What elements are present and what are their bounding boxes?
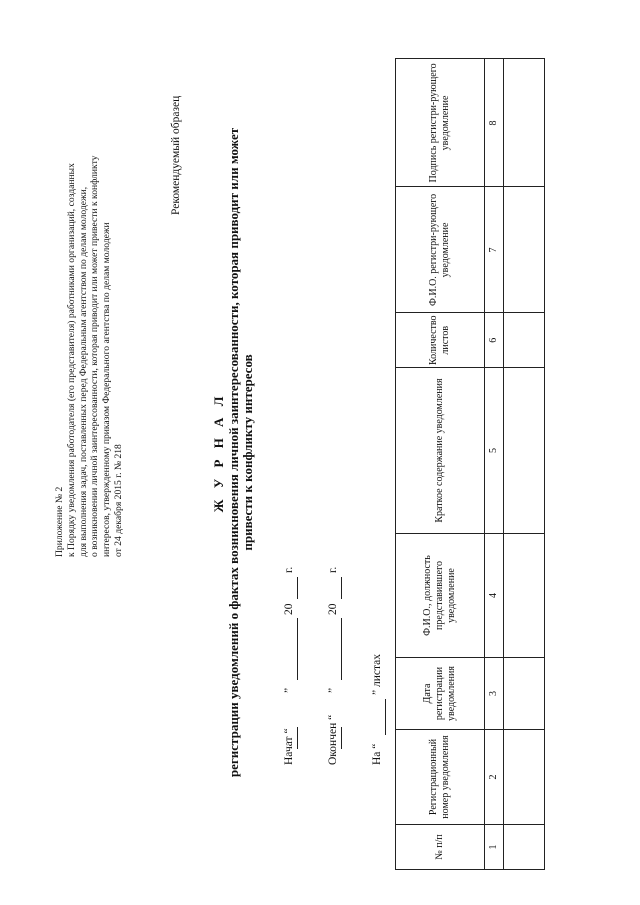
table-cell (504, 730, 545, 825)
appendix-line: к Порядку уведомления работодателя (его представителя) работниками организаций, созданных (65, 163, 77, 557)
table-header-cell: Ф.И.О. регистри-рующего уведомление (396, 187, 485, 313)
table-column-number: 8 (485, 59, 504, 187)
journal-table (395, 58, 545, 870)
ended-day-blank (341, 727, 342, 749)
started-month-blank (297, 618, 298, 680)
appendix-line: от 24 декабря 2015 г. № 218 (112, 444, 124, 557)
ended-month-blank (341, 618, 342, 680)
journal-subtitle-line: регистрации уведомлений о фактах возникновения личной заинтересованности, которая приводит или может (225, 127, 241, 778)
appendix-line: о возникновении личной заинтересованности, которая приводит или может привести к конфликту (89, 155, 101, 557)
ended-year-suffix: г. (327, 566, 339, 573)
sheets-suffix: ” листах (371, 654, 383, 695)
table-empty-row (504, 59, 545, 870)
sheets-count-blank (385, 699, 386, 735)
started-label: Начат “ (283, 728, 295, 765)
journal-subtitle-line: привести к конфликту интересов (240, 354, 255, 551)
table-header-cell: Подпись регистри-рующего уведомление (396, 59, 485, 187)
journal-heading (212, 0, 256, 905)
started-year-suffix: г. (283, 566, 295, 573)
table-header-cell: Дата регистрации уведомления (396, 658, 485, 730)
table-header-cell: Краткое содержание уведомления (396, 368, 485, 534)
table-number-row (485, 59, 504, 870)
table-header-cell: Регистрационный номер уведомления (396, 730, 485, 825)
table-column-number: 4 (485, 534, 504, 658)
table-cell (504, 59, 545, 187)
table-column-number: 7 (485, 187, 504, 313)
table-cell (504, 187, 545, 313)
recommended-sample-label: Рекомендуемый образец (170, 95, 182, 215)
table-cell (504, 534, 545, 658)
started-day-blank (297, 727, 298, 749)
ended-quote: ” (327, 687, 339, 693)
started-year-prefix: 20 (283, 603, 295, 615)
table-header-row (396, 59, 485, 870)
ended-year-blank (341, 577, 342, 599)
appendix-line: Приложение № 2 (54, 486, 65, 557)
ended-label: Окончен “ (327, 714, 339, 765)
table-header-cell: Количество листов (396, 313, 485, 368)
journal-title: Ж У Р Н А Л (211, 392, 226, 513)
table-column-number: 5 (485, 368, 504, 534)
started-quote: ” (283, 687, 295, 693)
table-header-cell: Ф.И.О., должность представившего уведомление (396, 534, 485, 658)
table-cell (504, 658, 545, 730)
table-cell (504, 368, 545, 534)
started-year-blank (297, 577, 298, 599)
appendix-note (54, 156, 125, 557)
table-cell (504, 825, 545, 870)
table-header-cell: № п/п (396, 825, 485, 870)
table-column-number: 6 (485, 313, 504, 368)
ended-year-prefix: 20 (327, 603, 339, 615)
appendix-line: интересов, утвержденному приказом Федерального агентства по делам молодежи (101, 222, 113, 557)
table-column-number: 2 (485, 730, 504, 825)
table-column-number: 3 (485, 658, 504, 730)
appendix-line: для выполнения задач, поставленных перед Федеральным агентством по делам молодежи, (77, 186, 89, 557)
sheets-label: На “ (371, 743, 383, 765)
table-cell (504, 313, 545, 368)
table-column-number: 1 (485, 825, 504, 870)
